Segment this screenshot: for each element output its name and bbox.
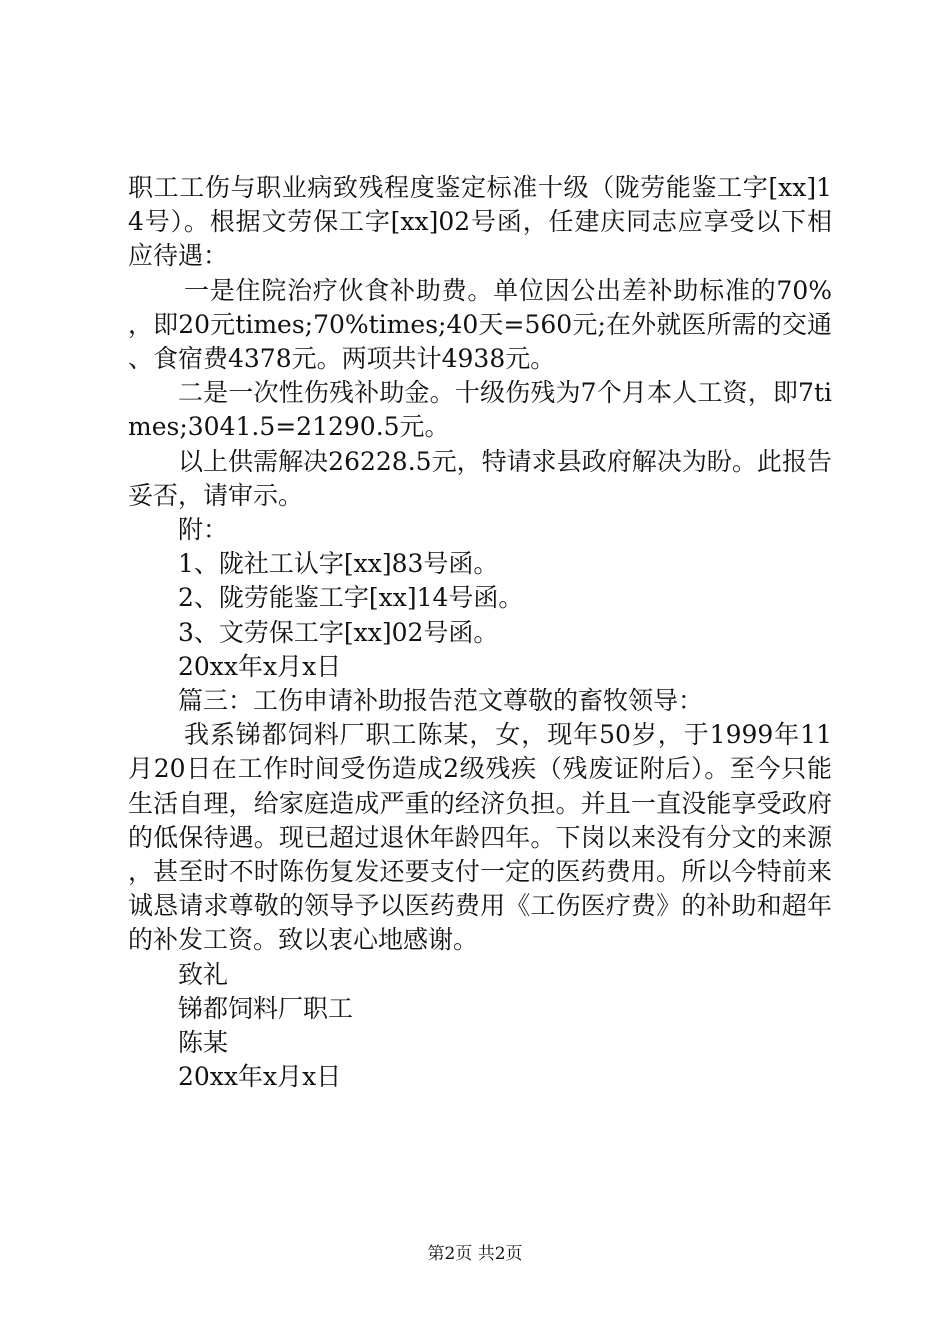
paragraph-disability-grant: 二是一次性伤残补助金。十级伤残为7个月本人工资，即7times;3041.5=21290.5元。 [128,378,832,442]
attachment-item-2: 2、陇劳能鉴工字[xx]14号函。 [178,583,524,613]
paragraph-appraisal-standard: 职工工伤与职业病致残程度鉴定标准十级（陇劳能鉴工字[xx]14号）。根据文劳保工字[xx]02号函，任建庆同志应享受以下相应待遇： [128,173,832,271]
signature-name: 陈某 [178,1028,229,1058]
paragraph-attachments-heading: 附： [178,515,229,545]
attachment-item-3: 3、文劳保工字[xx]02号函。 [178,617,499,647]
signature-organization: 锑都饲料厂职工 [178,993,354,1023]
paragraph-application-body: 我系锑都饲料厂职工陈某，女，现年50岁，于1999年11月20日在工作时间受伤造成2级残疾（残废证附后）。至今只能生活自理，给家庭造成严重的经济负担。并且一直没能享受政府的低保待遇。现已超过退休年龄四年。下岗以来没有分文的来源，甚至时不时陈伤复发还要支付一定的医药费用。所以今特前来诚恳请求尊敬的领导予以医药费用《工伤医疗费》的补助和超年的补发工资。致以衷心地感谢。 [128,720,832,955]
document-body [128,171,832,1094]
closing-salutation: 致礼 [178,959,229,989]
paragraph-meal-allowance: 一是住院治疗伙食补助费。单位因公出差补助标准的70%，即20元times;70%times;40天=560元;在外就医所需的交通、食宿费4378元。两项共计4938元。 [128,275,832,374]
attachment-item-1: 1、陇社工认字[xx]83号函。 [178,549,499,579]
signature-date: 20xx年x月x日 [178,1062,342,1092]
section-heading-part-three: 篇三：工伤申请补助报告范文尊敬的畜牧领导： [178,686,704,716]
paragraph-request-summary: 以上供需解决26228.5元，特请求县政府解决为盼。此报告妥否，请审示。 [128,446,832,510]
page-number-footer: 第2页 共2页 [427,1244,523,1264]
document-date: 20xx年x月x日 [178,651,342,681]
